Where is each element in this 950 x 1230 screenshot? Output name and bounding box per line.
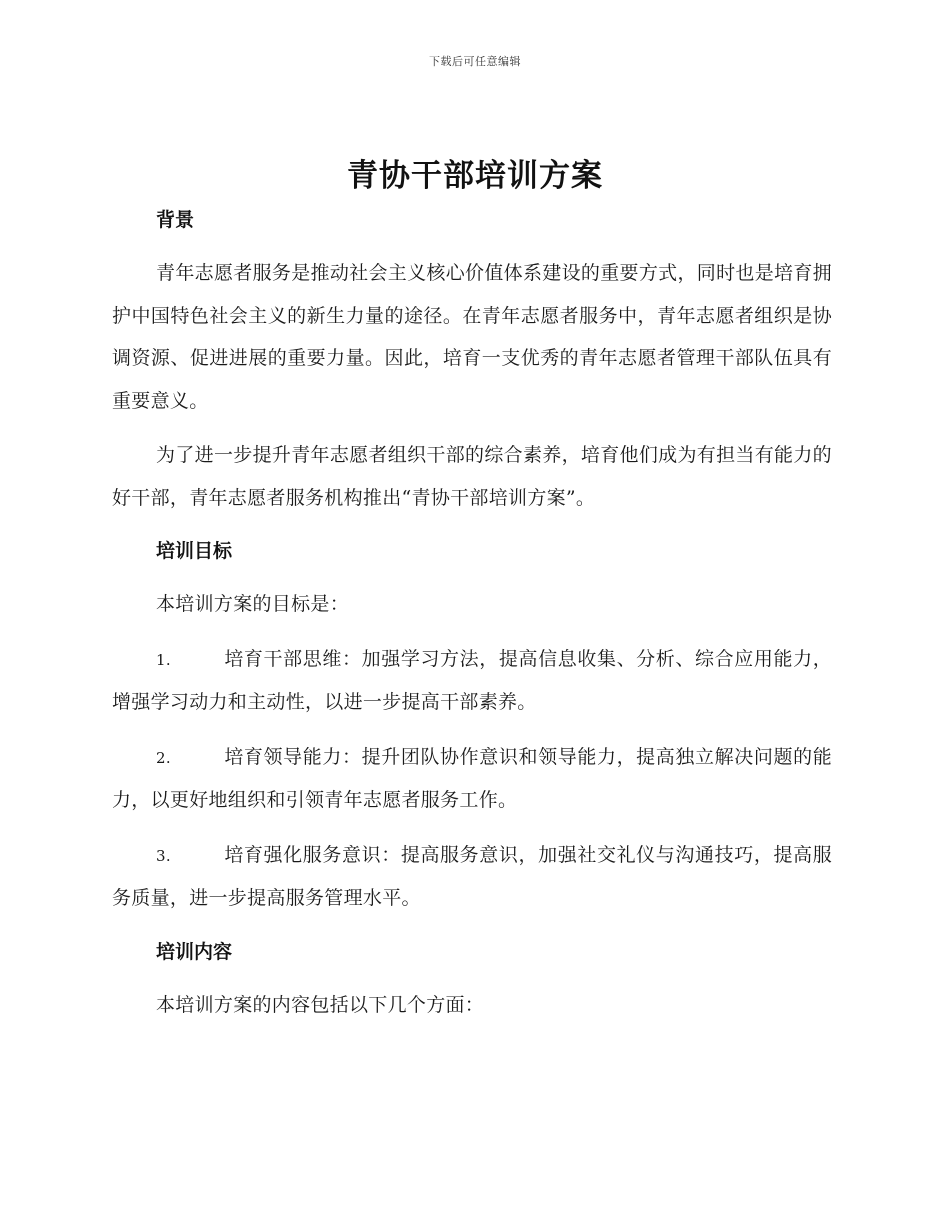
background-paragraph-2: 为了进一步提升青年志愿者组织干部的综合素养，培育他们成为有担当有能力的好干部，青年志愿者服务机构推出“青协干部培训方案”。 [112, 444, 832, 509]
list-item [112, 834, 832, 920]
background-paragraph-1: 青年志愿者服务是推动社会主义核心价值体系建设的重要方式，同时也是培育拥护中国特色社会主义的新生力量的途径。在青年志愿者服务中，青年志愿者组织是协调资源、促进进展的重要力量。因此，培育一支优秀的青年志愿者管理干部队伍具有重要意义。 [112, 262, 832, 412]
list-item-text: 培育领导能力：提升团队协作意识和领导能力，提高独立解决问题的能力，以更好地组织和引领青年志愿者服务工作。 [112, 745, 832, 811]
section-heading-goals: 培训目标 [156, 540, 233, 562]
list-item-number: 3. [156, 846, 171, 865]
section-heading-background: 背景 [156, 209, 195, 231]
list-item-number: 1. [156, 650, 171, 669]
list-item-text: 培育干部思维：加强学习方法，提高信息收集、分析、综合应用能力，增强学习动力和主动性，以进一步提高干部素养。 [112, 647, 832, 713]
list-item [112, 638, 832, 724]
list-item-text: 培育强化服务意识：提高服务意识，加强社交礼仪与沟通技巧，提高服务质量，进一步提高服务管理水平。 [112, 843, 832, 909]
document-body [112, 200, 832, 1026]
goals-intro: 本培训方案的目标是： [156, 593, 350, 615]
content-intro: 本培训方案的内容包括以下几个方面： [156, 993, 485, 1016]
list-item-number: 2. [156, 748, 171, 767]
document-title: 青协干部培训方案 [347, 158, 603, 194]
list-item [112, 736, 832, 822]
section-heading-content: 培训内容 [156, 940, 233, 963]
header-note: 下载后可任意编辑 [429, 55, 521, 68]
